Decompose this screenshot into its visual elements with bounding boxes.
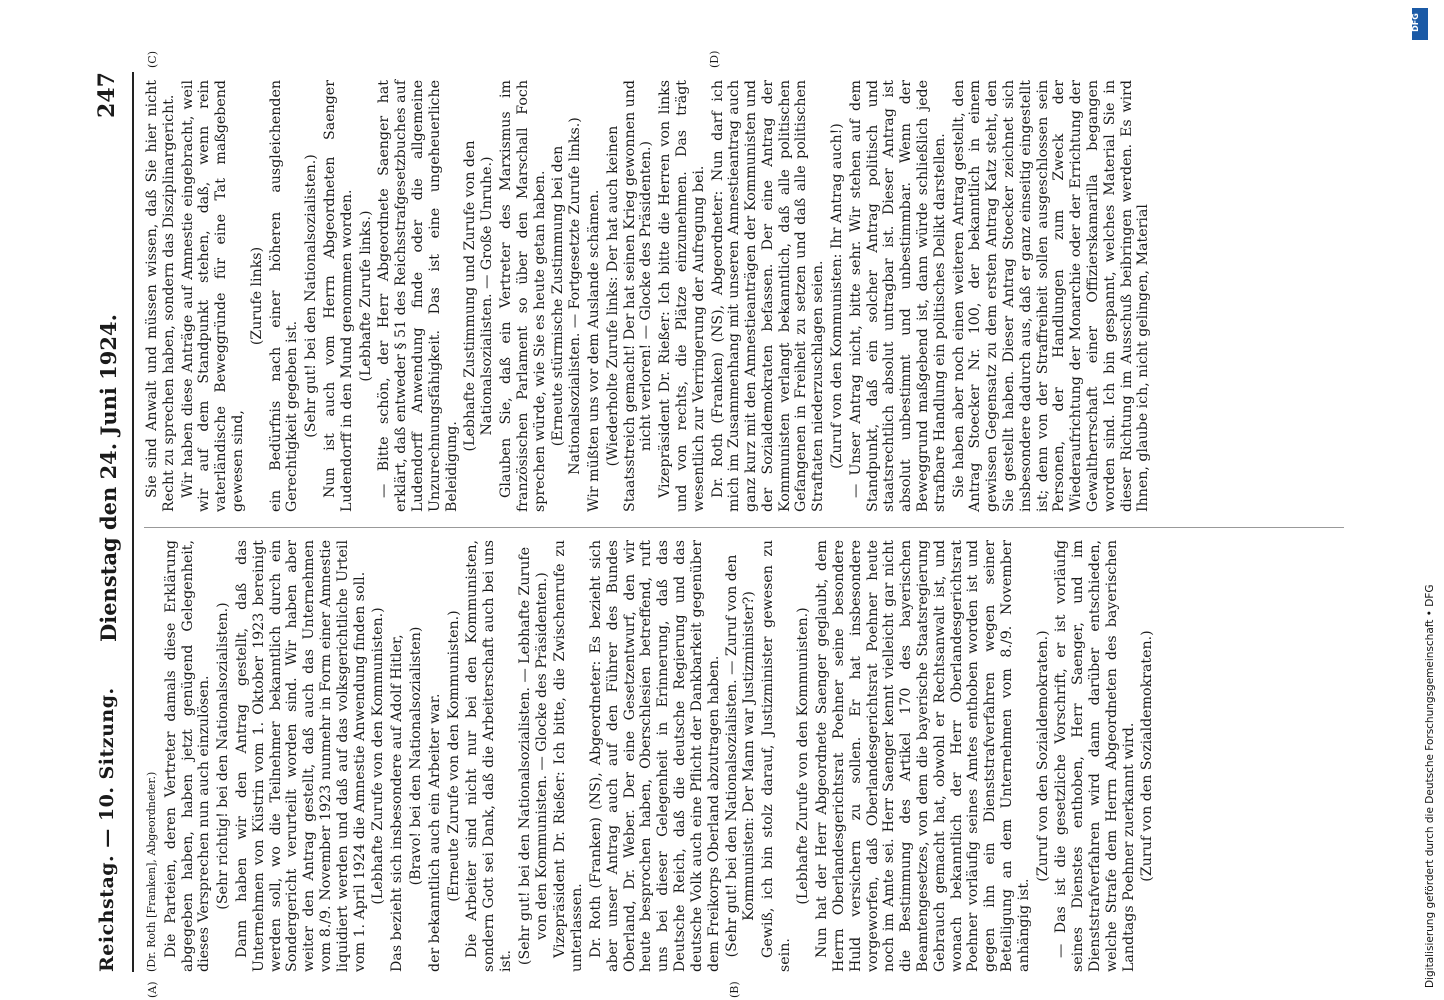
paragraph: Wir haben diese Anträge auf Amnestie eingebracht, weil wir auf dem Standpunkt stehen, daß, wenn rein vaterländische Beweggründe für eine Tat maßgebend gewesen sind, xyxy=(179,80,246,512)
margin-marker-a: (A) xyxy=(146,981,159,998)
paragraph: Nun hat der Herr Abgeordnete Saenger geglaubt, dem Herrn Oberlandesgerichtsrat Poehner seine besondere Huld versichern zu sollen. Er hat insbesondere vorgeworfen, daß Oberlandesgerichtsrat Poehner heute noch im Amte sei. Herr Saenger kennt vielleicht gar nicht die Bestimmung des Artikel 170 des bayerischen Beamtengesetzes, von dem die bayerische Staatsregierung Gebrauch gemacht hat, obwohl er Rechtsanwalt ist, und wonach bekanntlich der Herr Oberlandesgerichtsrat Poehner vorläufig seines Amtes enthoben worden ist und gegen ihn ein Dienststrafverfahren wegen seiner Beteiligung an dem Unternehmen vom 8./9. November anhängig ist. xyxy=(814,540,1032,972)
dfg-logo: DFG xyxy=(1412,8,1428,40)
paragraph: — Das ist die gesetzliche Vorschrift, er ist vorläufig seines Dienstes enthoben, Herr Saenger, und im Dienststrafverfahren wird dann darüber entschieden, welche Strafe dem Herrn Abgeordneten des bayerischen Landtags Poehner zuerkannt wird. xyxy=(1053,540,1137,972)
paragraph: (Sehr gut! bei den Nationalsozialisten.) xyxy=(303,154,320,438)
paragraph: Die Parteien, deren Vertreter damals diese Erklärung abgegeben haben, haben jetzt genügend Gelegenheit, dieses Versprechen nun auch einzulösen. xyxy=(162,540,213,972)
paragraph: Sie sind Anwalt und müssen wissen, daß Sie hier nicht Recht zu sprechen haben, sondern das Disziplinargericht. xyxy=(144,80,177,512)
rotated-scan xyxy=(88,50,1378,998)
paragraph: (Lebhafte Zustimmung und Zurufe von den Nationalsozialisten. — Große Unruhe.) xyxy=(462,140,496,452)
paragraph: Vizepräsident Dr. Rießer: Ich bitte die Herren von links und von rechts, die Plätze einzunehmen. Das trägt wesentlich zur Verringerung der Aufregung bei. xyxy=(657,80,707,512)
paragraph: Nun ist auch vom Herrn Abgeordneten Saenger Ludendorff in den Mund genommen worden. xyxy=(321,80,355,512)
right-column xyxy=(144,80,1154,512)
paragraph: (Zuruf von den Kommunisten: Ihr Antrag auch!) xyxy=(829,123,846,469)
paragraph: (Zuruf von den Sozialdemokraten.) xyxy=(1034,630,1051,882)
paragraph: (Zuruf von den Sozialdemokraten.) xyxy=(1139,630,1156,882)
paragraph: (Sehr gut! bei den Nationalsozialisten. — Zuruf von den Kommunisten: Der Mann war Justizminister?) xyxy=(724,554,758,958)
paragraph: Dr. Roth (Franken) (NS), Abgeordneter: Es bezieht sich aber unser Antrag auch auf den Führer des Bundes Oberland, Dr. Weber. Der eine Gesetzentwurf, den wir heute besprochen haben, Oberschlesien betreffend, ruft uns bei dieser Gelegenheit in Erinnerung, daß das Deutsche Reich, daß die deutsche Regierung und das deutsche Volk auch eine Pflicht der Dankbarkeit gegenüber dem Freikorps Oberland abzutragen haben. xyxy=(587,540,722,972)
digitization-credit: Digitalisierung gefördert durch die Deutsche Forschungsgemeinschaft • DFG xyxy=(1424,584,1436,988)
paragraph: (Sehr richtig! bei den Nationalsozialisten.) xyxy=(215,602,232,910)
header-date: Dienstag den 24. Juni 1924. xyxy=(96,314,121,642)
paragraph: Das bezieht sich insbesondere auf Adolf Hitler, xyxy=(389,634,406,972)
paragraph: (Wiederholte Zurufe links: Der hat auch keinen Staatsstreich gemacht! Der hat seinen Krieg gewonnen und nicht verloren! — Glocke des Präsidenten.) xyxy=(604,79,655,512)
page-number: 247 xyxy=(94,72,120,118)
running-header xyxy=(88,72,134,972)
paragraph: ein Bedürfnis nach einer höheren ausgleichenden Gerechtigkeit gegeben ist. xyxy=(267,80,301,512)
margin-marker-d: (D) xyxy=(708,50,721,68)
paragraph: Wir müßten uns vor dem Auslande schämen. xyxy=(585,189,602,512)
margin-marker-b: (B) xyxy=(728,981,741,998)
paragraph: — Bitte schön, der Herr Abgeordnete Saenger hat erklärt, daß entweder § 51 des Reichsstrafgesetzbuches auf Ludendorff Anwendung finde oder die allgemeine Unzurechnungsfähigkeit. Das ist eine ungeheuerliche Beleidigung. xyxy=(376,80,460,512)
paragraph: (Lebhafte Zurufe links.) xyxy=(357,210,374,382)
paragraph: (Lebhafte Zurufe von den Kommunisten.) xyxy=(370,607,387,905)
paragraph: (Erneute Zurufe von den Kommunisten.) xyxy=(445,610,462,902)
column-divider xyxy=(144,527,1344,528)
paragraph: der bekanntlich auch ein Arbeiter war. xyxy=(426,693,443,972)
paragraph: Dr. Roth (Franken) (NS), Abgeordneter: Nun darf ich mich im Zusammenhang mit unseren Amnestieantrag auch ganz kurz mit den Amnestieanträgen der Kommunisten und der Sozialdemokraten befassen. Der eine Antrag der Kommunisten verlangt bekanntlich, daß alle politischen Gefangenen in Freiheit zu setzen und daß alle politischen Straftaten niederzuschlagen seien. xyxy=(709,80,827,512)
paragraph: Glauben Sie, daß ein Vertreter des Marxismus im französischen Parlament so über den Marschall Foch sprechen würde, wie Sie es heute getan haben. xyxy=(497,80,548,512)
paragraph: Vizepräsident Dr. Rießer: Ich bitte, die Zwischenrufe zu unterlassen. xyxy=(552,540,586,972)
paragraph: (Zurufe links) xyxy=(248,246,265,346)
paragraph: Sie haben aber noch einen weiteren Antrag gestellt, den Antrag Stoecker Nr. 100, der bekanntlich in einem gewissen Gegensatz zu dem ersten Antrag Katz steht, den Sie gestellt haben. Dieser Antrag Stoecker zeichnet sich insbesondere dadurch aus, daß er ganz einseitig eingestellt ist; denn von der Straffreiheit sollen ausgeschlossen sein Personen, der Handlungen zum Zweck der Wiederaufrichtung der Monarchie oder der Errichtung der Gewaltherrschaft einer Offizierskamarilla begangen worden sind. Ich bin gespannt, welches Material Sie in dieser Richtung im Ausschuß beibringen werden. Es wird Ihnen, glaube ich, nicht gelingen, Material xyxy=(950,80,1152,512)
paragraph: (Lebhafte Zurufe von den Kommunisten.) xyxy=(795,607,812,905)
paragraph: Dann haben wir den Antrag gestellt, daß das Unternehmen von Küstrin vom 1. Oktober 1923 bereinigt werden soll, wo die Teilnehmer bekanntlich durch ein Sondergericht verurteilt worden sind. Wir haben aber weiter den Antrag gestellt, daß auch das Unternehmen vom 8./9. November 1923 nunmehr in Form einer Amnestie liquidiert werden und daß auf das volksgerichtliche Urteil vom 1. April 1924 die Amnestie Anwendung finden soll. xyxy=(233,540,368,972)
left-column xyxy=(144,540,1158,972)
header-left: Reichstag. — 10. Sitzung. xyxy=(96,687,118,972)
paragraph: (Sehr gut! bei den Nationalsozialisten. — Lebhafte Zurufe von den Kommunisten. — Glocke des Präsidenten.) xyxy=(516,546,550,966)
paragraph: (Erneute stürmische Zustimmung bei den Nationalsozialisten. — Fortgesetzte Zurufe links.) xyxy=(550,117,584,475)
paragraph: — Unser Antrag nicht, bitte sehr. Wir stehen auf dem Standpunkt, daß ein solcher Antrag politisch und staatsrechtlich absolut untragbar ist. Dieser Antrag ist absolut unbestimmt und unbestimmbar. Wenn der Beweggrund maßgebend ist, dann würde schließlich jede strafbare Handlung ein politisches Delikt darstellen. xyxy=(847,80,948,512)
paragraph: Gewiß, ich bin stolz darauf, Justizminister gewesen zu sein. xyxy=(759,540,793,972)
margin-marker-c: (C) xyxy=(146,51,159,68)
paragraph: (Bravo! bei den Nationalsozialisten) xyxy=(407,626,424,886)
paragraph: (Dr. Roth [Franken], Abgeordneter.) xyxy=(145,771,158,972)
paragraph: Die Arbeiter sind nicht nur bei den Kommunisten, sondern Gott sei Dank, daß die Arbeiterschaft auch bei uns ist. xyxy=(464,540,514,972)
